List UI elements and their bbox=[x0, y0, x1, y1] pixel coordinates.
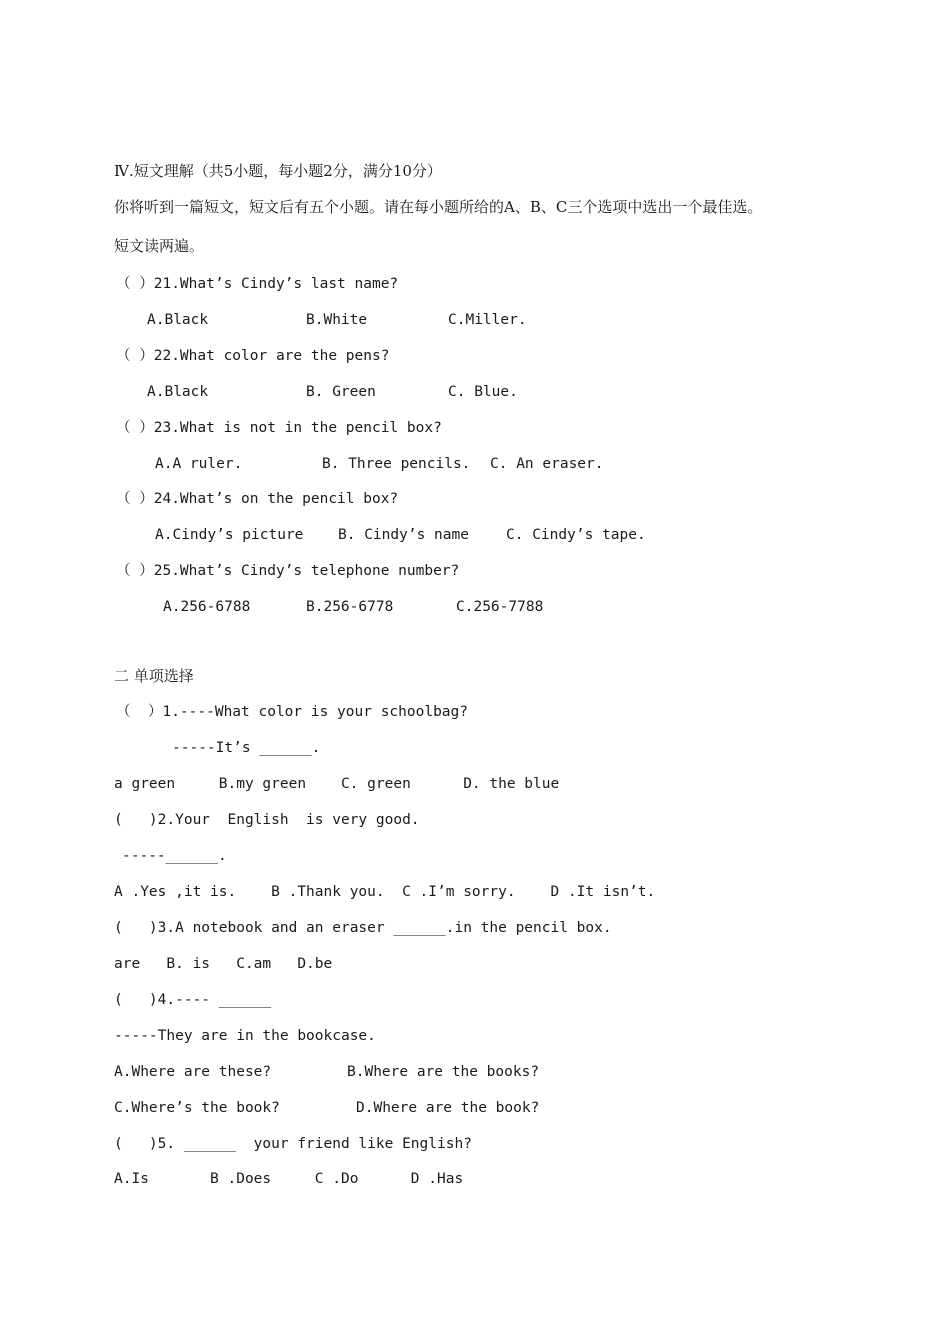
mc-line-3: a green B.my green C. green D. the blue bbox=[114, 776, 560, 792]
question-24: （ ）24.What’s on the pencil box? bbox=[116, 491, 399, 507]
q22-option-c: C. Blue. bbox=[448, 384, 518, 400]
mc-line-10: -----They are in the bookcase. bbox=[114, 1028, 376, 1044]
q25-option-a: A.256-6788 bbox=[163, 599, 251, 615]
section-heading-part4: Ⅳ.短文理解（共5小题，每小题2分，满分10分） bbox=[114, 162, 442, 180]
mc-line-6: A .Yes ,it is. B .Thank you. C .I’m sorry. D .It isn’t. bbox=[114, 884, 656, 900]
mc-line-11b: B.Where are the books? bbox=[347, 1064, 540, 1080]
q23-option-a: A.A ruler. bbox=[155, 456, 243, 472]
instruction-line-2: 短文读两遍。 bbox=[114, 237, 205, 255]
q24-option-b: B. Cindy’s name bbox=[338, 527, 469, 543]
mc-line-12b: D.Where are the book? bbox=[356, 1100, 540, 1116]
mc-line-1: （ ）1.----What color is your schoolbag? bbox=[116, 704, 469, 720]
q21-option-a: A.Black bbox=[147, 312, 209, 328]
mc-line-11a: A.Where are these? bbox=[114, 1064, 272, 1080]
q21-option-b: B.White bbox=[306, 312, 368, 328]
mc-line-5: -----______. bbox=[122, 848, 227, 864]
q23-option-c: C. An eraser. bbox=[490, 456, 604, 472]
question-23: （ ）23.What is not in the pencil box? bbox=[116, 420, 442, 436]
section-heading-part2: 二 单项选择 bbox=[114, 667, 194, 685]
mc-line-14: A.Is B .Does C .Do D .Has bbox=[114, 1171, 464, 1187]
q22-option-b: B. Green bbox=[306, 384, 376, 400]
mc-line-13: ( )5. ______ your friend like English? bbox=[114, 1136, 472, 1152]
instruction-line-1: 你将听到一篇短文，短文后有五个小题。请在每小题所给的A、B、C三个选项中选出一个最佳选。 bbox=[114, 198, 763, 216]
question-21: （ ）21.What’s Cindy’s last name? bbox=[116, 276, 399, 292]
mc-line-4: ( )2.Your English is very good. bbox=[114, 812, 420, 828]
q25-option-b: B.256-6778 bbox=[306, 599, 394, 615]
mc-line-12a: C.Where’s the book? bbox=[114, 1100, 280, 1116]
q22-option-a: A.Black bbox=[147, 384, 209, 400]
q23-option-b: B. Three pencils. bbox=[322, 456, 471, 472]
question-22: （ ）22.What color are the pens? bbox=[116, 348, 390, 364]
mc-line-7: ( )3.A notebook and an eraser ______.in the pencil box. bbox=[114, 920, 612, 936]
q24-option-a: A.Cindy’s picture bbox=[155, 527, 304, 543]
mc-line-8: are B. is C.am D.be bbox=[114, 956, 333, 972]
mc-line-9: ( )4.---- ______ bbox=[114, 992, 272, 1008]
mc-line-2: -----It’s ______. bbox=[172, 740, 321, 756]
q25-option-c: C.256-7788 bbox=[456, 599, 544, 615]
q21-option-c: C.Miller. bbox=[448, 312, 527, 328]
question-25: （ ）25.What’s Cindy’s telephone number? bbox=[116, 563, 460, 579]
q24-option-c: C. Cindy’s tape. bbox=[506, 527, 646, 543]
